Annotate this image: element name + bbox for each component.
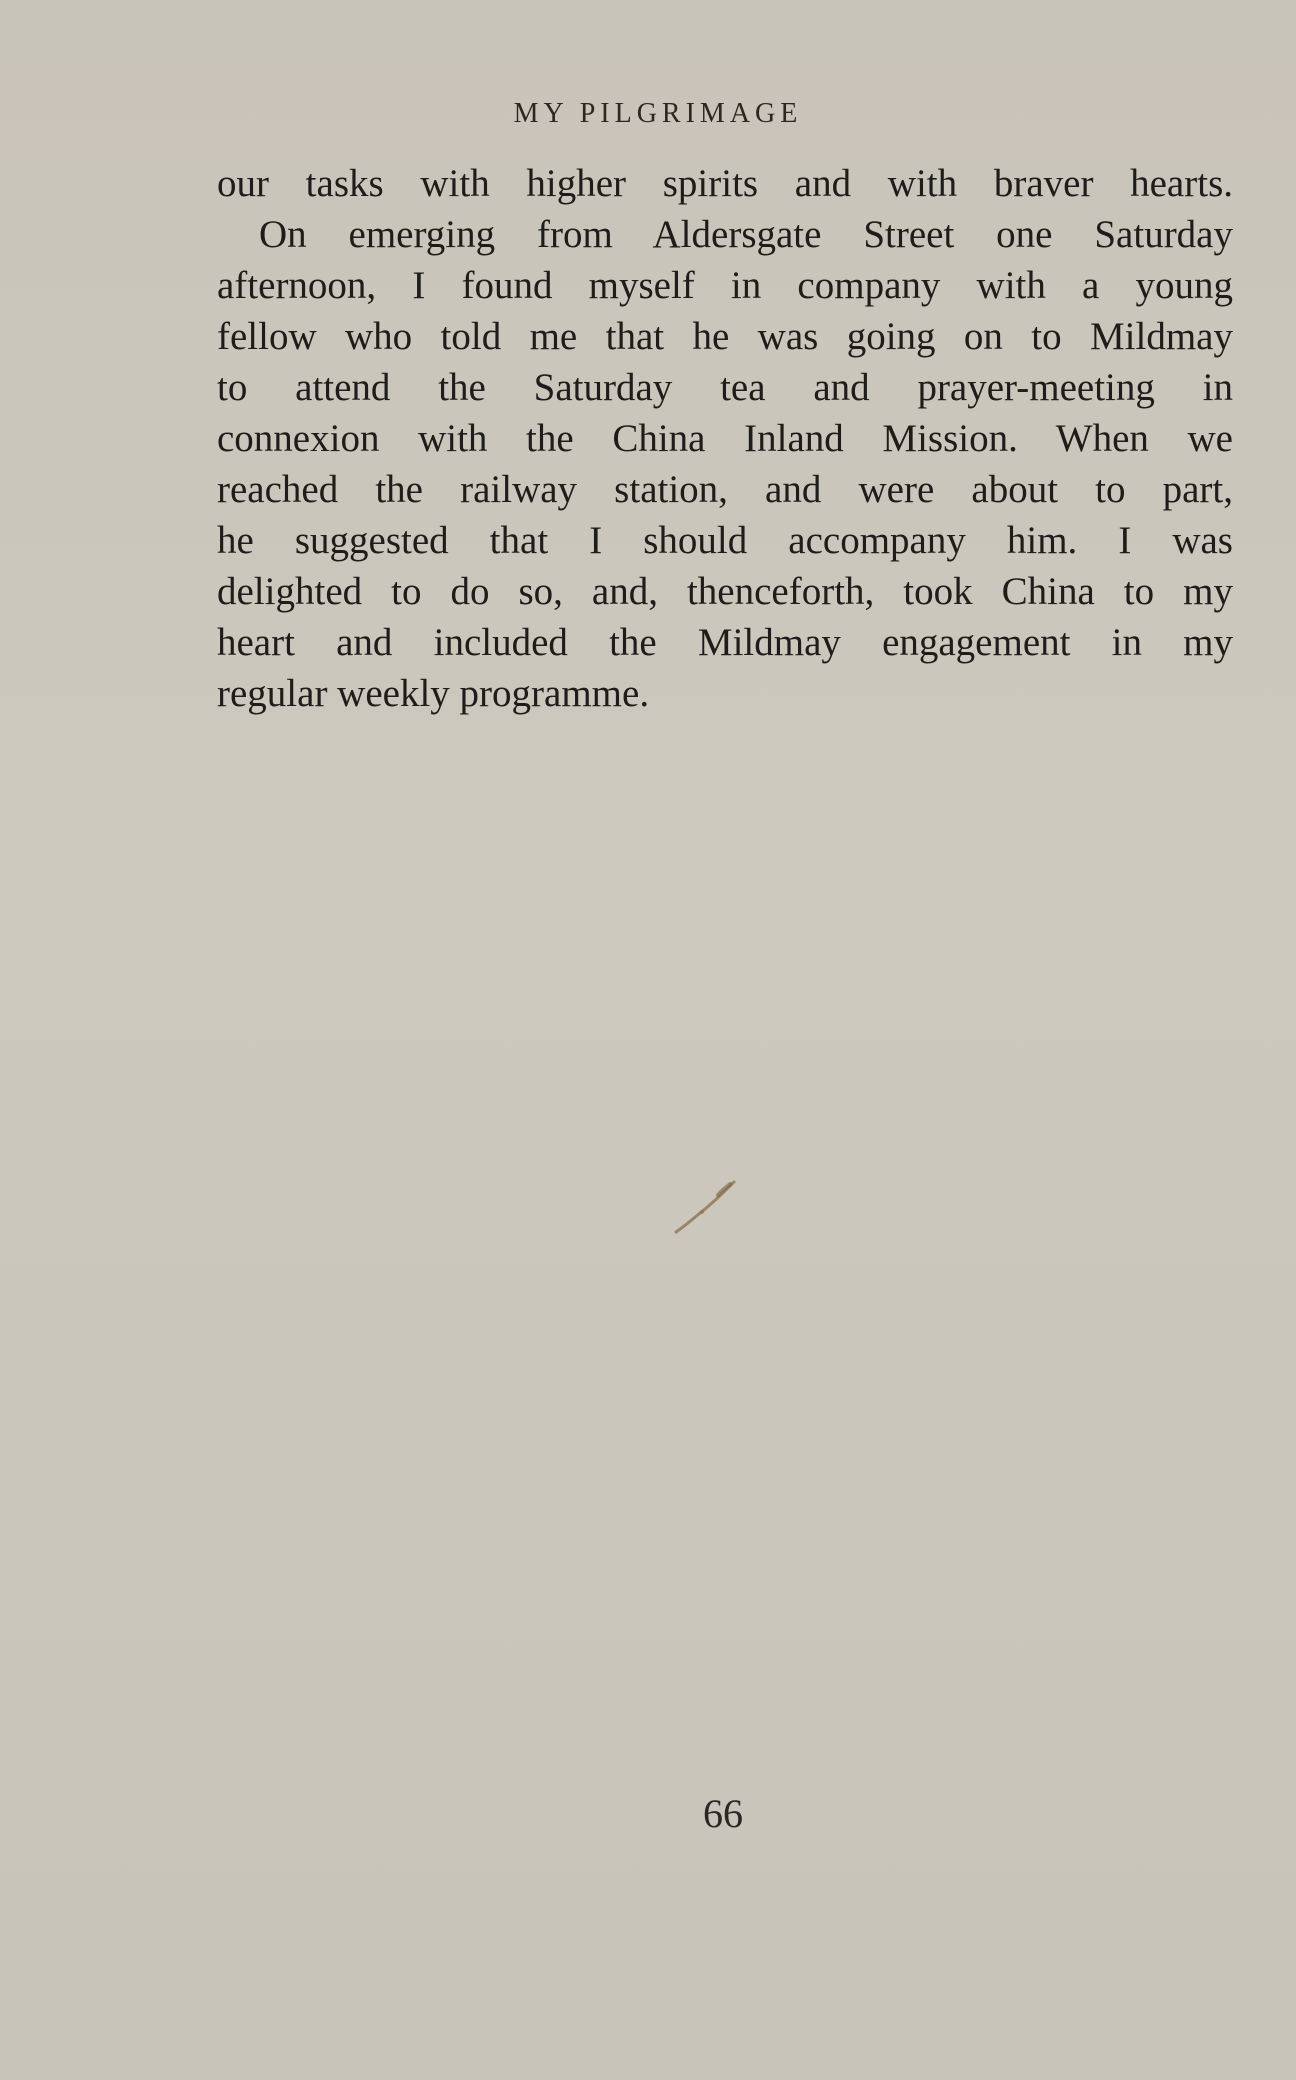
- text-line: he suggested that I should accompany him. I was: [217, 519, 1233, 562]
- paper-stain-mark: [672, 1178, 742, 1238]
- text-line: to attend the Saturday tea and prayer-meeting in: [217, 366, 1233, 409]
- text-line: our tasks with higher spirits and with braver hearts.: [217, 162, 1233, 205]
- body-text: [217, 158, 1233, 719]
- text-line: On emerging from Aldersgate Street one Saturday: [259, 213, 1233, 256]
- text-line: regular weekly programme.: [217, 672, 650, 715]
- text-line: afternoon, I found myself in company with a young: [217, 264, 1233, 307]
- text-line: fellow who told me that he was going on to Mildmay: [217, 315, 1233, 358]
- text-line: heart and included the Mildmay engagement in my: [217, 621, 1233, 664]
- text-line: delighted to do so, and, thenceforth, took China to my: [217, 570, 1233, 613]
- running-title: MY PILGRIMAGE: [513, 98, 803, 129]
- text-line: reached the railway station, and were about to part,: [217, 468, 1233, 511]
- text-line: connexion with the China Inland Mission. When we: [217, 417, 1233, 460]
- page-number: 66: [703, 1791, 743, 1836]
